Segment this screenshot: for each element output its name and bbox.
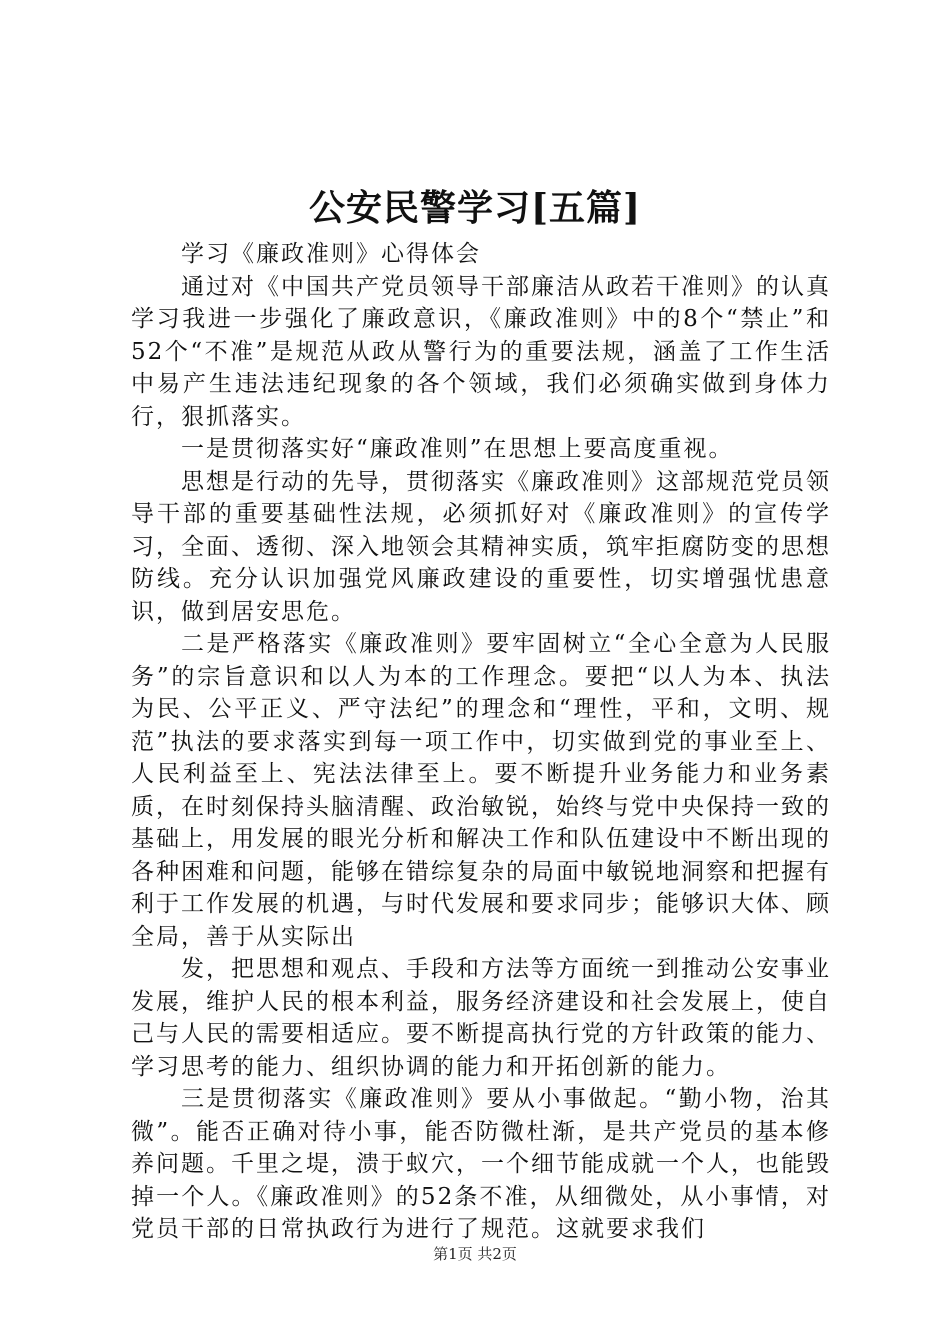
paragraph: 通过对《中国共产党员领导干部廉洁从政若干准则》的认真学习我进一步强化了廉政意识，《廉政准则》中的8个“禁止”和52个“不准”是规范从政从警行为的重要法规，涵盖了工作生活中易产生违法违纪现象的各个领域，我们必须确实做到身体力行，狠抓落实。 xyxy=(131,273,831,430)
paragraph: 二是严格落实《廉政准则》要牢固树立“全心全意为人民服务”的宗旨意识和以人为本的工作理念。要把“以人为本、执法为民、公平正义、严守法纪”的理念和“理性，平和，文明、规范”执法的要求落实到每一项工作中，切实做到党的事业至上、人民利益至上、宪法法律至上。要不断提升业务能力和业务素质，在时刻保持头脑清醒、政治敏锐，始终与党中央保持一致的基础上，用发展的眼光分析和解决工作和队伍建设中不断出现的各种困难和问题，能够在错综复杂的局面中敏锐地洞察和把握有利于工作发展的机遇，与时代发展和要求同步；能够识大体、顾全局，善于从实际出 xyxy=(131,631,831,950)
document-title: 公安民警学习[五篇] xyxy=(308,187,642,229)
paragraph: 一是贯彻落实好“廉政准则”在思想上要高度重视。 xyxy=(181,436,734,462)
document-body xyxy=(131,238,831,1246)
paragraph: 发，把思想和观点、手段和方法等方面统一到推动公安事业发展，维护人民的根本利益，服务经济建设和社会发展上，使自己与人民的需要相适应。要不断提高执行党的方针政策的能力、学习思考的能力、组织协调的能力和开拓创新的能力。 xyxy=(131,956,831,1080)
section-heading: 学习《廉政准则》心得体会 xyxy=(181,241,481,267)
page-footer: 第1页 共2页 xyxy=(433,1245,517,1263)
paragraph: 思想是行动的先导，贯彻落实《廉政准则》这部规范党员领导干部的重要基础性法规，必须抓好对《廉政准则》的宣传学习，全面、透彻、深入地领会其精神实质，筑牢拒腐防变的思想防线。充分认识加强党风廉政建设的重要性，切实增强忧患意识，做到居安思危。 xyxy=(131,468,831,625)
paragraph: 三是贯彻落实《廉政准则》要从小事做起。“勤小物，治其微”。能否正确对待小事，能否防微杜渐，是共产党员的基本修养问题。千里之堤，溃于蚁穴，一个细节能成就一个人，也能毁掉一个人。《廉政准则》的52条不准，从细微处，从小事情，对党员干部的日常执政行为进行了规范。这就要求我们 xyxy=(131,1086,831,1242)
